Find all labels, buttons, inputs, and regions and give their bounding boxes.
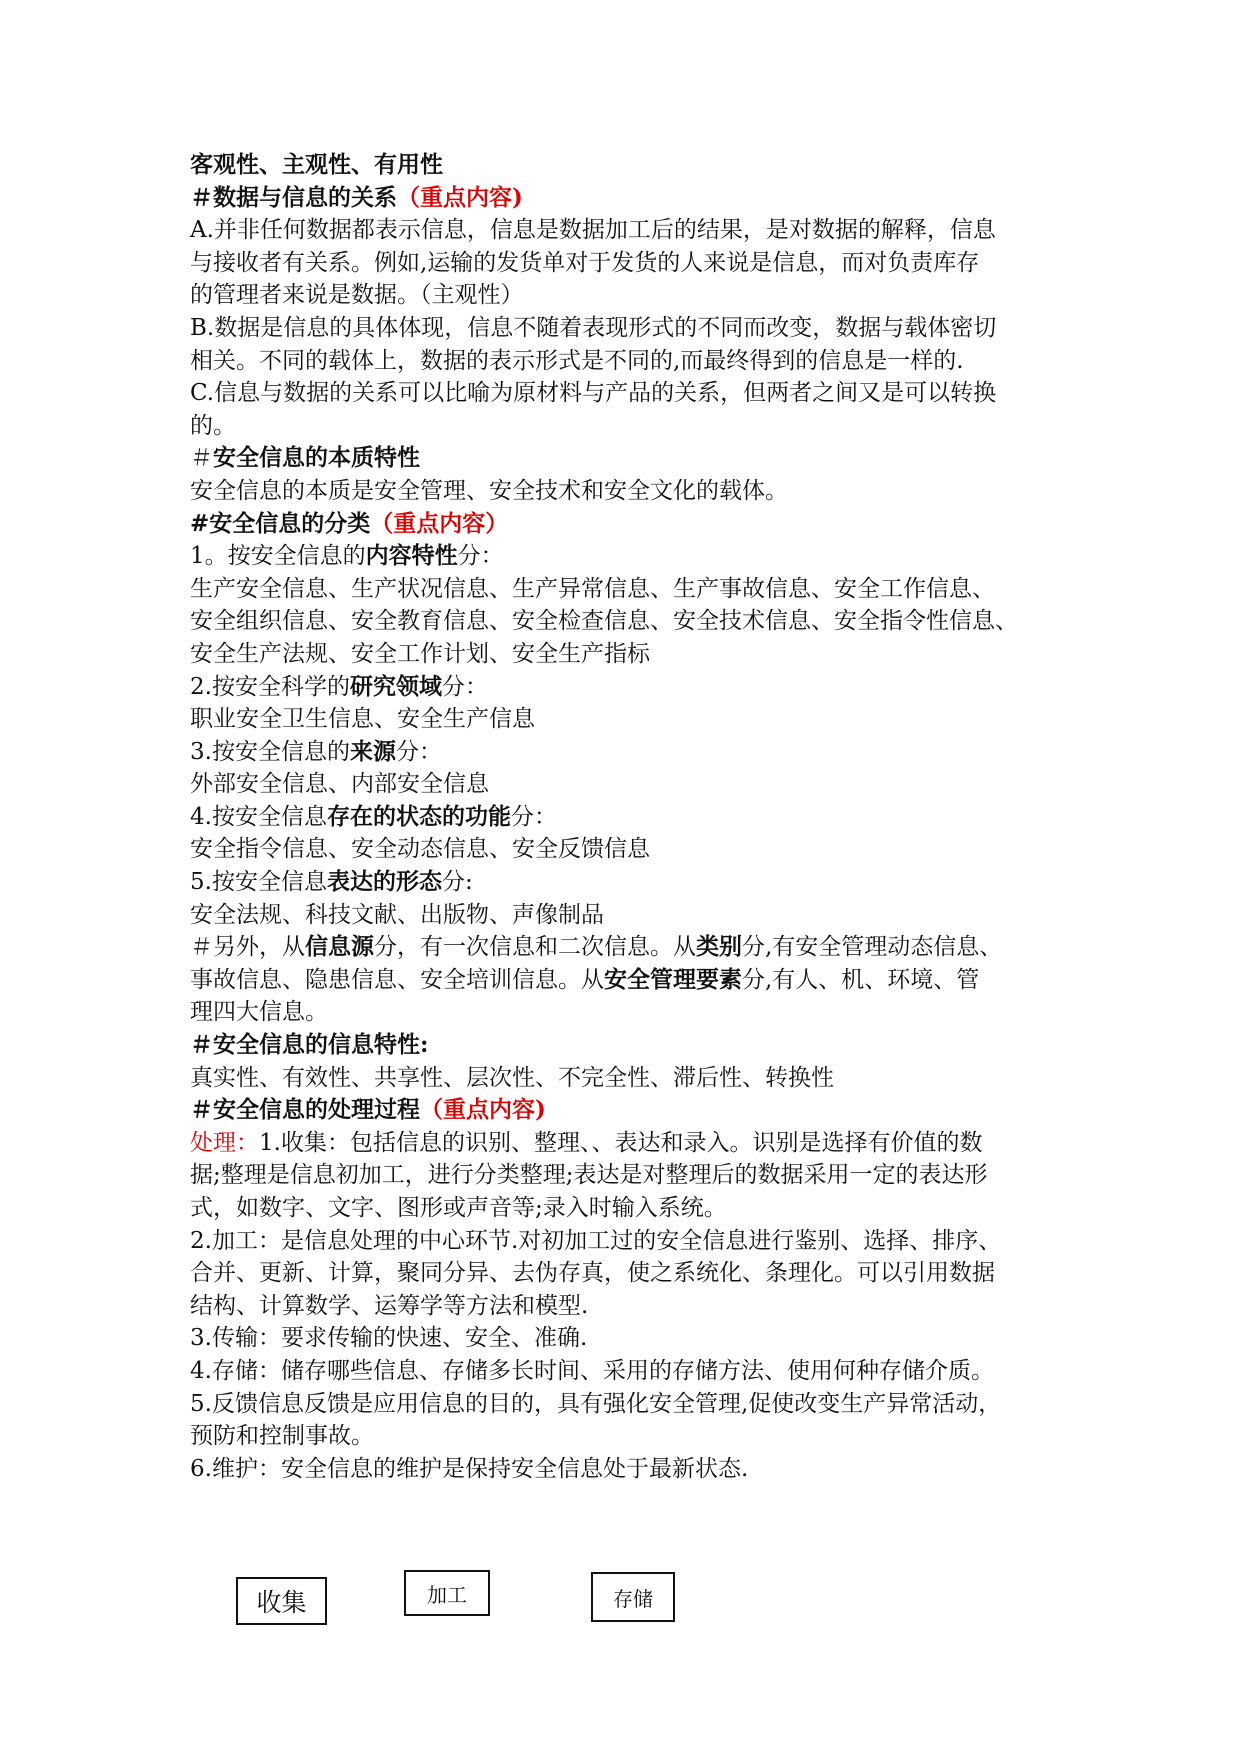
text-line [190, 703, 1070, 736]
text-segment: 事故信息、隐患信息、安全培训信息。从 [190, 966, 604, 993]
text-segment: 的管理者来说是数据。（主观性） [190, 282, 524, 309]
text-line [190, 996, 1070, 1029]
text-segment: 1。按安全信息的 [190, 543, 366, 570]
text-line [190, 377, 1070, 410]
text-segment: 分： [395, 738, 442, 765]
flow-box-store [591, 1572, 675, 1622]
text-segment: 分： [441, 673, 488, 700]
text-segment: 分,有人、机、环境、管 [742, 966, 980, 993]
text-segment: 分： [457, 543, 504, 570]
text-line [190, 866, 1070, 899]
text-segment: 5.反馈 [190, 1390, 258, 1417]
flow-box-store-label: 存储 [613, 1586, 653, 1611]
text-segment: ＃安全信息的处理过程 [190, 1096, 420, 1124]
text-segment: 分，有一次信息和二次信息。从 [374, 934, 696, 961]
text-line [190, 475, 1070, 508]
text-segment: 3.按安全信息的 [190, 738, 350, 765]
text-line [190, 931, 1070, 964]
text-segment: ＃数据与信息的关系 [190, 183, 397, 211]
text-segment: 职业安全卫生信息、安全生产信息 [190, 706, 535, 733]
text-line [190, 768, 1070, 801]
text-segment: 理四大信息。 [190, 999, 328, 1026]
text-segment: 外部安全信息、内部安全信息 [190, 771, 489, 798]
text-segment: 处理： [190, 1129, 259, 1156]
text-segment: 安全生产法规、安全工作计划、安全生产指标 [190, 640, 650, 667]
text-segment: 2.加工：是信息处理的中心环节.对初加工过的安全信息进行鉴别、选择、排序、 [190, 1227, 1002, 1254]
text-line [190, 149, 1070, 182]
text-line [190, 1062, 1070, 1095]
text-line [190, 671, 1070, 704]
text-segment: 合并、更新、计算，聚同分异、去伪存真，使之系统化、条理化。可以引用数据 [190, 1260, 995, 1287]
text-segment: 安全指令信息、安全动态信息、安全反馈信息 [190, 836, 650, 863]
text-line [190, 410, 1070, 443]
flow-box-process [404, 1570, 490, 1616]
document-body [190, 149, 1070, 1485]
text-segment: C.信息与数据的关系可以比喻为原材料与产品的关系，但两者之间又是可以转换 [190, 380, 997, 407]
text-segment: 的。 [190, 412, 236, 439]
text-segment: 研究领域 [349, 672, 442, 700]
text-segment: （重点内容） [370, 509, 509, 537]
text-segment: 2.按安全科学的 [190, 673, 350, 700]
text-line [190, 1257, 1070, 1290]
text-segment: 式，如数字、文字、图形或声音等;录入时输入系统。 [190, 1195, 727, 1221]
text-line [190, 899, 1070, 932]
text-line [190, 1355, 1070, 1388]
text-segment: 来源 [349, 737, 396, 765]
text-line [190, 1322, 1070, 1355]
text-line [190, 1159, 1070, 1192]
text-line [190, 247, 1070, 280]
text-line [190, 508, 1070, 541]
text-line [190, 1453, 1070, 1486]
text-line [190, 1225, 1070, 1258]
text-segment: ＃ [190, 445, 213, 472]
text-line [190, 1127, 1070, 1160]
text-segment: B.数据是信息的具体体现，信息不随着表现形式的不同而改变，数据与载体密切 [190, 314, 997, 341]
flow-box-process-label: 加工 [427, 1582, 467, 1607]
text-line [190, 964, 1070, 997]
text-segment: 表达的形态 [326, 868, 442, 896]
text-segment: （重点内容) [397, 183, 523, 211]
text-line [190, 312, 1070, 345]
text-segment: 生产安全信息、生产状况信息、生产异常信息、生产事故信息、安全工作信息、 [190, 575, 995, 602]
text-segment: 预防和控制事故。 [190, 1423, 374, 1450]
text-segment: 信息反馈是应用信息的目的，具有强化安全管理,促使改变生产异常活动， [257, 1390, 1002, 1417]
text-segment: 1.收集：包括信息的识别、整理、、表达和录入。识别是选择有价值的数 [259, 1129, 983, 1156]
text-segment: 安全管理要素 [604, 965, 742, 993]
text-segment: 安全信息的本质特性 [213, 444, 420, 472]
text-line [190, 279, 1070, 312]
text-segment: 分: [441, 869, 473, 896]
text-line [190, 1192, 1070, 1225]
text-segment: 6.维护：安全信息的维护是保持安全信息处于最新状态. [190, 1455, 749, 1482]
text-segment: 真实性、有效性、共享性、层次性、不完全性、滞后性、转换性 [190, 1064, 834, 1091]
text-line [190, 442, 1070, 475]
text-line [190, 182, 1070, 215]
text-segment: ＃另外，从 [190, 934, 305, 961]
text-segment: ＃安全信息的信息特性: [190, 1031, 429, 1059]
text-segment: 据;整理是信息初加工，进行分类整理;表达是对整理后的数据采用一定的表达形 [190, 1162, 988, 1189]
text-segment: 相关。不同的载体上，数据的表示形式是不同的,而最终得到的信息是一样的. [190, 347, 964, 374]
text-line [190, 833, 1070, 866]
text-segment: 3.传输：要求传输的快速、安全、准确. [190, 1325, 588, 1352]
text-segment: 结构、计算数学、运筹学等方法和模型. [190, 1292, 589, 1319]
text-segment: A.并非任何数据都表示信息，信息是数据加工后的结果，是对数据的解释，信息 [190, 217, 996, 244]
text-line [190, 1388, 1070, 1421]
text-segment: 分,有安全管理动态信息、 [742, 934, 1003, 961]
text-line [190, 540, 1070, 573]
text-line [190, 345, 1070, 378]
text-line [190, 1420, 1070, 1453]
text-line [190, 1029, 1070, 1062]
flow-box-collect-label: 收集 [256, 1588, 307, 1617]
text-segment: 5.按安全信息 [190, 869, 327, 896]
text-segment: 内容特性 [365, 542, 458, 570]
text-segment: 信息源 [305, 933, 374, 961]
text-segment: #安全信息的分类 [190, 509, 371, 537]
flow-box-collect [236, 1577, 327, 1625]
text-segment: 存在的状态的功能 [326, 802, 511, 830]
text-segment: 安全信息的本质是安全管理、安全技术和安全文化的载体。 [190, 477, 788, 504]
text-segment: （重点内容) [420, 1096, 546, 1124]
text-segment: 分： [510, 803, 557, 830]
text-line [190, 638, 1070, 671]
text-segment: 客观性、主观性、有用性 [190, 151, 443, 178]
text-segment: 安全法规、科技文献、出版物、声像制品 [190, 901, 604, 928]
text-line [190, 1094, 1070, 1127]
text-line [190, 573, 1070, 606]
text-line [190, 605, 1070, 638]
text-segment: 安全组织信息、安全教育信息、安全检查信息、安全技术信息、安全指令性信息、 [190, 608, 1018, 635]
text-segment: 类别 [696, 933, 742, 961]
text-line [190, 736, 1070, 769]
text-segment: 4.按安全信息 [190, 803, 327, 830]
text-line [190, 214, 1070, 247]
text-line [190, 1290, 1070, 1323]
text-segment: 4.存储：储存哪些信息、存储多长时间、采用的存储方法、使用何种存储介质。 [190, 1357, 994, 1384]
text-segment: 与接收者有关系。例如,运输的发货单对于发货的人来说是信息，而对负责库存 [190, 249, 980, 276]
text-line [190, 801, 1070, 834]
